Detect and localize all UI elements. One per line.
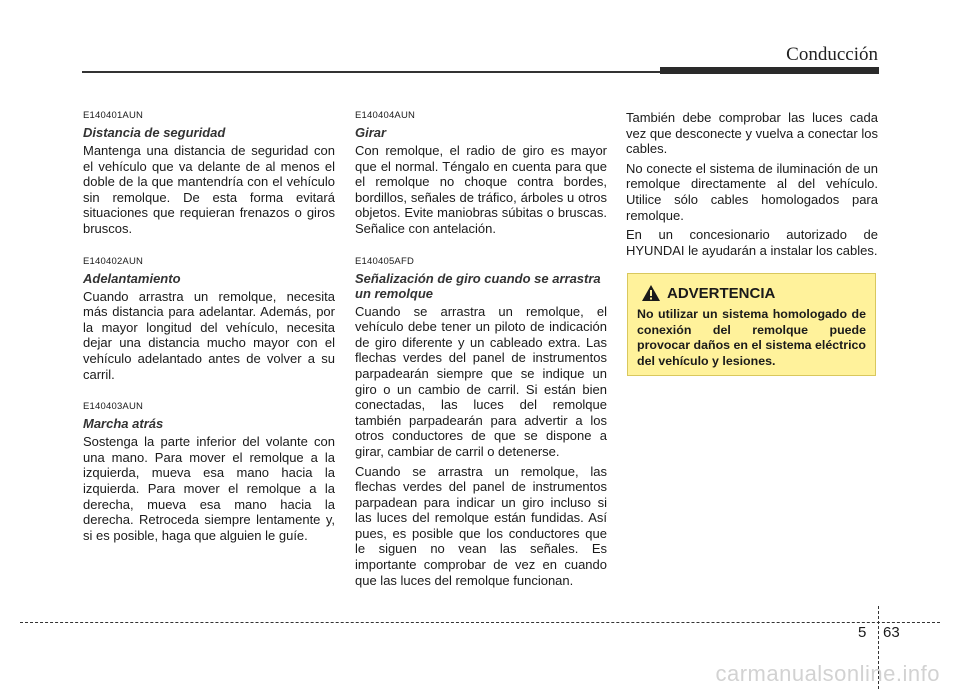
warning-triangle-icon (641, 284, 661, 302)
warning-box (627, 273, 876, 376)
column-middle (355, 110, 607, 588)
header-rule-accent (660, 67, 879, 74)
section-marcha-atras (83, 401, 335, 543)
section-text: Sostenga la parte inferior del volante con una mano. Para mover el remolque a la izquierda, mueva esa mano hacia la izquierda. Para mover el remolque a la derecha, mueva esa mano hacia la derecha. Retroceda siempre lentamente y, si es posible, haga que alguien le guíe. (83, 434, 335, 543)
section-heading: Distancia de seguridad (83, 125, 226, 140)
paragraph: No conecte el sistema de iluminación de un remolque directamente al del vehículo. Utilice sólo cables homologados para remolque. (626, 160, 878, 223)
section-code: E140401AUN (83, 110, 144, 121)
section-text: Con remolque, el radio de giro es mayor que el normal. Téngalo en cuenta para que el remolque no choque contra bordes, bordillos, señales de tráfico, árboles u otros objetos. Evite maniobras súbitas o bruscas. Señalice con antelación. (355, 143, 607, 236)
section-heading: Señalización de giro cuando se arrastra un remolque (355, 270, 601, 301)
section-code: E140402AUN (83, 255, 144, 267)
watermark: carmanualsonline.info (715, 661, 940, 686)
header-rule (82, 71, 662, 73)
page-number: 63 (883, 624, 900, 641)
section-text: Cuando se arrastra un remolque, el vehículo debe tener un piloto de indicación de giro diferente y un cableado extra. Las flechas verdes del panel de instrumentos parpadearán siempre que se indique un giro o un cambio de carril. Si están bien conectadas, las luces del remolque también parpadearán para advertir a los otros conductores de que se dispone a girar, cambiar de carril o detenerse. (355, 303, 607, 459)
footer-rule (20, 622, 940, 623)
section-adelantamiento (83, 256, 335, 383)
chapter-title: Conducción (786, 44, 878, 65)
section-senalizacion (355, 256, 607, 589)
section-text: Mantenga una distancia de seguridad con el vehículo que va delante de al menos el doble de la que mantendría con el vehículo sin remolque. De esta forma evitará situaciones que requieran frenazos o giros bruscos. (83, 143, 335, 236)
section-distancia (83, 110, 335, 237)
section-heading: Adelantamiento (83, 270, 181, 286)
section-heading: Marcha atrás (83, 416, 164, 432)
section-heading: Girar (355, 125, 387, 140)
column-left (83, 110, 335, 543)
column-right (626, 110, 878, 258)
section-girar (355, 110, 607, 237)
section-text-continued: Cuando se arrastra un remolque, las flechas verdes del panel de instrumentos parpadean para indicar un giro incluso si las luces del remolque están fundidas. Así pues, es posible que los conductores que le siguen no vean las señales. Es importante comprobar de vez en cuando que las luces del remolque funcionan. (355, 463, 607, 588)
paragraph: También debe comprobar las luces cada vez que desconecte y vuelva a conectar los cables. (626, 110, 878, 157)
warning-text: No utilizar un sistema homologado de conexión del remolque puede provocar daños en el sistema eléctrico del vehículo y lesiones. (637, 307, 866, 368)
chapter-number: 5 (858, 624, 867, 641)
section-text: Cuando arrastra un remolque, necesita más distancia para adelantar. Además, por la mayor longitud del vehículo, necesita dejar una distancia mucho mayor con el vehículo adelantado antes de volver a su carril. (83, 288, 335, 382)
warning-header (637, 282, 866, 304)
section-code: E140404AUN (355, 110, 416, 121)
paragraph: En un concesionario autorizado de HYUNDAI le ayudarán a instalar los cables. (626, 227, 878, 258)
section-code: E140403AUN (83, 401, 144, 413)
section-code: E140405AFD (355, 255, 415, 267)
warning-title: ADVERTENCIA (667, 284, 776, 302)
